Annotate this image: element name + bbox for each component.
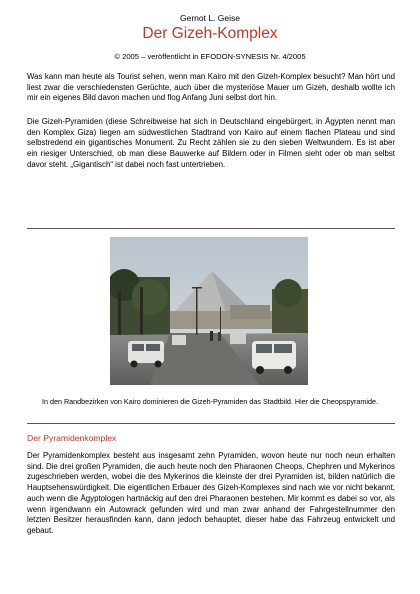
copyright-notice: © 2005 – veröffentlicht in EFODON-SYNESIS Nr. 4/2005 <box>114 52 306 61</box>
divider-rule <box>27 423 395 424</box>
figure-caption: In den Randbezirken von Kairo dominieren die Gizeh-Pyramiden das Stadtbild. Hier die Cheopspyramide. <box>42 397 378 406</box>
complex-paragraph: Der Pyramidenkomplex besteht aus insgesamt zehn Pyramiden, wovon heute nur noch neun erhalten sind. Die drei großen Pyramiden, die auch heute noch den Pharaonen Cheops, Chephren und Mykerinos zugeschrieben werden, wobei die des Mykerinos die kleinste der drei Pyramiden ist, bilden natürlich die Hauptsehenswürdigkeit. Die eigentlichen Erbauer des Gizeh-Komplexes sind nach wie vor nicht bekannt, auch wenn die Ägyptologen hartnäckig auf den drei Pharaonen bestehen. Mir kommt es dabei so vor, als wenn irgendwann ein Autowrack gefunden wird und man zwar anhand der Fahrgestellnummer den letzten Besitzer herausfinden kann, dann jedoch behauptet, dieser habe das Fahrzeug entwickelt und gebaut. <box>27 451 395 535</box>
author-name: Gernot L. Geise <box>179 13 240 23</box>
section-heading: Der Pyramidenkomplex <box>27 433 117 443</box>
cheops-pyramid-photo <box>110 237 308 385</box>
pyramids-paragraph: Die Gizeh-Pyramiden (diese Schreibweise hat sich in Deutschland eingebürgert, in Ägypten nennt man den Komplex Giza) liegen am südwestlichen Stadtrand von Kairo auf einem flachen Plateau und sind selbstredend ein gigantisches Monument. Zu Recht zählen sie zu den sieben Weltwundern. Es ist aber ein riesiger Unterschied, ob man diese Bauwerke auf Bildern oder in Filmen sieht oder ob man selbst davor steht. „Gigantisch“ ist dabei noch fast untertrieben. <box>27 117 395 169</box>
document-title: Der Gizeh-Komplex <box>142 25 278 42</box>
intro-paragraph: Was kann man heute als Tourist sehen, wenn man Kairo mit den Gizeh-Komplex besucht? Man hört und liest zwar die verschiedensten Gerüchte, auch über die mysteriöse Mauer um Gizeh, deshalb wollte ich mir ein eigenes Bild davon machen und flog Anfang Juni selbst dort hin. <box>27 72 395 103</box>
divider-rule <box>27 228 395 229</box>
